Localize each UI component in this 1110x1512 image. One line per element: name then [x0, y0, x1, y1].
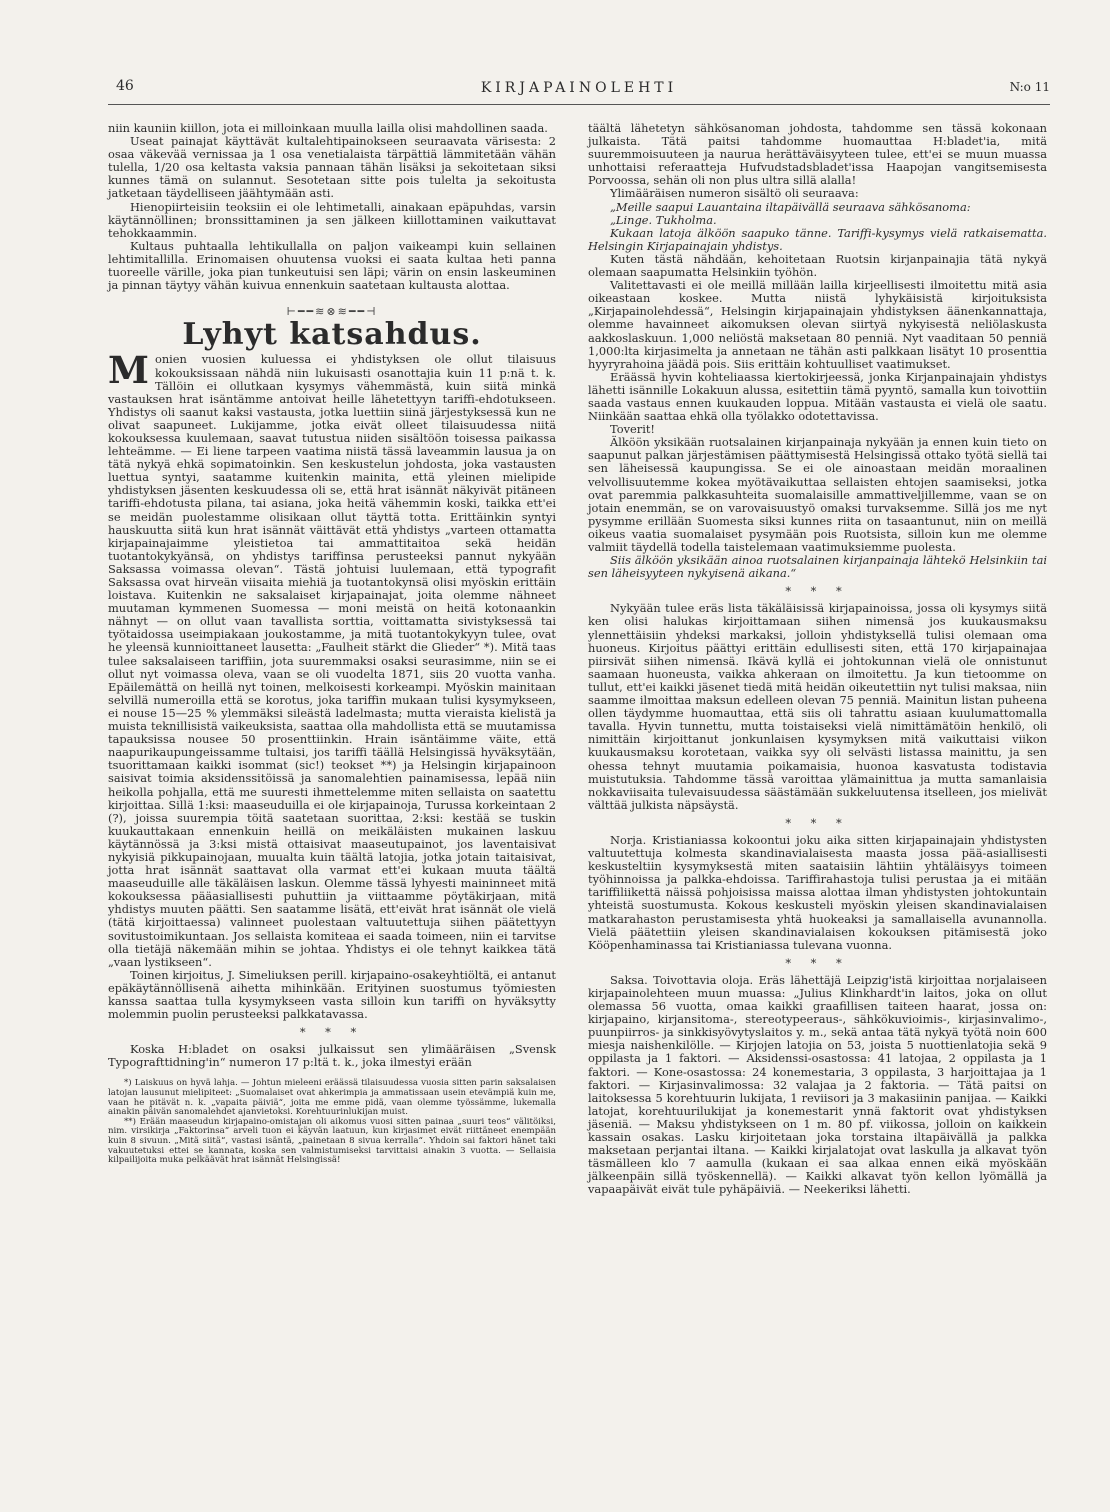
section-divider-stars: * * * [785, 584, 850, 599]
paragraph: niin kauniin kiillon, jota ei milloinkaan muulla lailla olisi mahdollinen saada. [108, 121, 548, 135]
drop-cap: M [108, 348, 149, 393]
paragraph: Kultaus puhtaalla lehtikullalla on paljon vaikeampi kuin sellainen lehtimitallilla. Erinomaisen ohuutensa vuoksi ei saata kultaa heti panna tuoreelle värille, joka pian tunkeutuisi sen läpi; värin on ensin laskeuminen ja pinnan täytyy vähän kuivua ennenkuin saatetaan kultausta alottaa. [108, 238, 556, 293]
paragraph: Hienopiirteisiin teoksiin ei ole lehtimetalli, ainakaan epäpuhdas, varsin käytännöllinen; bronssittaminen ja sen jälkeen kiillottaminen vaikuttavat tehokkaammin. [108, 199, 556, 240]
section-divider-stars: * * * [785, 815, 850, 830]
right-column [588, 122, 1047, 1197]
paragraph: Koska H:bladet on osaksi julkaissut sen ylimääräisen „Svensk Typografttidning'in“ numeron 17 p:ltä t. k., joka ilmestyi erään [108, 1042, 556, 1070]
section-divider-stars: * * * [785, 955, 850, 970]
paragraph: Ylimääräisen numeron sisältö oli seuraava: [610, 186, 859, 201]
paragraph: Toinen kirjoitus, J. Simeliuksen perill. kirjapaino-osakeyhtiöltä, ei antanut epäkäytännöllisenä aihetta mihinkään. Erityinen suostumus työmiesten kanssa saattaa tulla kysymykseen vasta silloin kun tariffi on hyväksytty molemmin puolin perusteeksi palkkatavassa. [108, 967, 556, 1022]
quoted-line: „Linge. Tukholma. [610, 212, 717, 227]
article-lead-paragraph [108, 348, 556, 969]
header-rule [108, 104, 1050, 105]
paragraph: Nykyään tulee eräs lista täkäläisissä kirjapainoissa, jossa oli kysymys siitä ken olisi halukas kirjoittamaan siihen nimensä jos kuukausmaksu ylennettäisiin yhdeksi markaksi, jolloin yhdistyksellä tulisi olemaan oma huoneus. Kirjoitus päättyi erittäin edullisesti siten, että 170 kirjapainajaa piirsivät siihen nimensä. Ikävä kyllä ei johtokunnan vielä ole onnistunut saamaan huoneusta, vaikka ahkeraan on ilmoitettu. Ja kun tietoomme on tullut, ett'ei kaikki jäsenet tiedä mitä heidän oikeutettiin nyt tulisi maksaa, niin saamme ilmoittaa maksun edelleen olevan 75 penniä. Mainitun listan puheena ollen täydymme huomauttaa, että siis oli tahrattu asiaan kuulumattomalla tavalla. Hyvin tunnettu, mutta toistaiseksi vielä nimittämätöin henkilö, oli nimittäin kirjoittanut jonkunlaisen kysymyksen mitä vaikuttaisi viikon kuukausmaksu korotetaan, vaikka syy oli selvästi listassa mainittu, ja sen ohessa tehnyt muutamia poikamaisia, huonoa kasvatusta todistavia muistutuksia. Tahdomme tässä varoittaa ylämainittua ja mutta samanlaisia nokkaviisaita tulevaisuudessa säästämään sukkeluutensa itselleen, jos mielivät välttää julkista näpsäystä. [588, 601, 1047, 812]
section-ornament: ⊢━━≋⊗≋━━⊣ [286, 305, 378, 319]
issue-number: N:o 11 [1009, 80, 1050, 94]
page-number: 46 [116, 78, 134, 94]
article-body-text: onien vuosien kuluessa ei yhdistyksen ole ollut tilaisuus kokouksissaan nähdä niin lukuisasti osanottajia kuin 11 p:nä t. k. Tällöin ei ollutkaan kysymys vähemmästä, kuin siitä minkä vastauksen hrat isäntämme antoivat heille lähetettyyn tariffi-ehdotukseen. Yhdistys oli saanut kaksi vastausta, jotka luettiin siinä järjestyksessä kun ne olivat saapuneet. Lukijamme, jotka eivät olleet tilaisuudessa niitä kokouksessa kuulemaan, saavat tutustua niiden sisältöön toisessa paikassa lehteämme. — Ei liene tarpeen vaatima niistä tässä laveammin lausua ja on tätä nykyä ehkä sopimatoinkin. Sen keskustelun johdosta, joka vastausten luettua syntyi, saatamme kuitenkin mainita, että yleinen mielipide yhdistyksen jäsenten keskuudessa oli se, että hrat isännät näkyivät pitäneen tariffi-ehdotusta pilana, tai asiana, joka heitä vähemmin koski, taikka ett'ei se meidän puolestamme olisikaan ollut täyttä totta. Erittäinkin syntyi hauskuutta siitä kun hrat isännät väittävät että yhdistys „varteen ottamatta kirjapainajaimme yleistietoa tai ammattitaitoa sekä heidän tuotantokykyänsä, on yhdistys tariffinsa perusteeksi pannut nykyään Saksassa voimassa olevan“. Tästä johtuisi luulemaan, että typografit Saksassa ovat hirveän viisaita miehiä ja tuotantokynsä olisi myöskin erittäin loistava. Kuitenkin ne saksalaiset kirjapainajat, joita olemme nähneet muutaman kymmenen Suomessa — moni meistä on heitä kotonaankin nähnyt — on ollut vaan tavallista sorttia, voittamatta sivistyksessä tai työtaidossa useimpiakaan joukostamme, ja mitä tuotantokykyyn tulee, ovat he yleensä kunnioittaneet lausetta: „Faulheit stärkt die Glieder“ *). Mitä taas tulee saksalaiseen tariffiin, jota suuremmaksi osaksi seurasimme, niin se ei ollut nyt voimassa oleva, vaan se oli vuodelta 1871, siis 20 vuotta vanha. Epäilemättä on heillä nyt toinen, melkoisesti korkeampi. Myöskin mainitaan selvillä numeroilla että se korotus, joka tariffin mukaan tulisi kysymykseen, ei nouse 15—25 % ylemmäksi sileästä ladelmasta; mutta vieraista kielistä ja muista teknillisistä vaikeuksista, saattaa olla mahdollista että se muutamissa tapauksissa nousee 50 prosenttiinkin. Hrain isäntäimme väite, että naapurikaupungeissamme tultaisi, jos tariffi täällä Helsingissä hyväksytään, tsuorittamaan kaikki isommat (sic!) teokset **) ja Helsingin kirjapainoon saisivat toimia aksidenssitöissä ja sanomalehtien painamisessa, lepää niin heikolla pohjalla, että me suuresti ihmettelemme miten sellaista on saatettu kirjoittaa. Sillä 1:ksi: maaseuduilla ei ole kirjapainoja, Turussa korkeintaan 2 (?), joissa suurempia töitä saatetaan suorittaa, 2:ksi: kestää se tuskin kuukauttakaan ennenkuin heillä on meikäläisten mukainen laskuu käytännössä ja 3:ksi mistä ottaisivat maaseutupainot, jos laventaisivat nykyisiä pikkupainojaan, muualta kuin täältä latojia, jotka jotain taitaisivat, jotta hrat isännät saattavat olla varmat ett'ei kukaan muuta täältä maaseuduille alle täkäläisen laskun. Olemme tässä lyhyesti maininneet mitä kokouksessa pääasiallisesti puhuttiin ja viittaamme pöytäkirjaan, mitä yhdistys muuten päätti. Sen saatamme lisätä, ett'eivät hrat isännät ole vielä (tätä kirjoittaessa) valinneet puolestaan valtuutettuja siihen päätettyyn sovitustoimikuntaan. Jos sellaista komiteaa ei saada toimeen, niin ei tarvitse olla tietäjä näkemään mihin se johtaa. Yhdistys ei ole tehnyt kaikkea tätä „vaan lystikseen“. [108, 352, 556, 969]
quoted-line: „Meille saapui Lauantaina iltapäivällä seuraava sähkösanoma: [610, 199, 971, 214]
left-column [108, 122, 556, 1166]
page-header [108, 78, 1050, 106]
paragraph: Älköön yksikään ruotsalainen kirjanpainaja nykyään ja ennen kuin tieto on saapunut palkan järjestämisen päättymisestä Helsingissä ottako työtä siellä tai sen läheisessä kaupungissa. Se ei ole ainoastaan meidän moraalinen velvollisuutemme kokea myötävaikuttaa sellaisten ehtojen saamiseksi, jotka ovat paremmia palkkasuhteita suomalaisille ammattiveljillemme, vaan se on jotain enemmän, se on varovaisuustyö omaksi turvaksemme. Sillä jos me nyt pysymme erillään Suomesta siksi kunnes riita on tasaantunut, niin on meillä oikeus vaatia suomalaiset pysymään pois Ruotsista, silloin kun me olemme valmiit täydellä todella taistelemaan vaatimuksiemme puolesta. [588, 435, 1047, 554]
paragraph: Valitettavasti ei ole meillä millään lailla kirjeellisesti ilmoitettu mitä asia oikeastaan koskee. Mutta niistä lyhykäisistä kirjoituksista „Kirjapainolehdessä“, Helsingin kirjapainajain yhdistyksen äänenkannattaja, olemme havainneet aikomuksen olevan siirtyä nykyisestä neliölaskusta aakkoslaskuun. 1,000 neliöstä maksetaan 80 penniä. Nyt vaaditaan 50 penniä 1,000:lta kirjasimelta ja annetaan ne tähän asti palkkaan lisätyt 10 prosenttia hyyryrahoina jäädä pois. Siis erittäin kohtuulliset vaatimukset. [588, 278, 1047, 371]
footnote: *) Laiskuus on hyvä lahja. — Johtun mieleeni eräässä tilaisuudessa vuosia sitten parin saksalaisen latojan lausunut mielipiteet: „Suomalaiset ovat ahkerimpia ja ammatissaan usein etevämpiä kuin me, vaan he pitävät n. k. „vapaita päiviä“, joita me emme pidä, vaan olemme työssämme, lukemalla ainakin päivän sanomalehdet ajanvietoksi. Korehtuurinlukijan muist. [108, 1078, 556, 1118]
salutation: Toverit! [610, 422, 655, 437]
paragraph: Kuten tästä nähdään, kehoitetaan Ruotsin kirjanpainajia tätä nykyä olemaan saapumatta Helsinkiin työhön. [588, 251, 1047, 280]
article-heading: Lyhyt katsahdus. [182, 317, 482, 353]
section-divider-stars: * * * [299, 1025, 365, 1040]
paragraph: Useat painajat käyttävät kultalehtipainokseen seuraavata värisesta: 2 osaa väkevää vernissaa ja 1 osa venetialaista tärpättiä lämmitetään vähän tulella, 1/20 osa keltasta vaksia pannaan tähän lisäksi ja sekoitetaan siksi kunnes tämä on sulannut. Sesotetaan sitte pois tulelta ja sekoitusta jatketaan täydelliseen jäähtymään asti. [108, 134, 556, 201]
paragraph-italic: Siis älköön yksikään ainoa ruotsalainen kirjanpainaja lähtekö Helsinkiin tai sen läheisyyteen nykyisenä aikana.“ [588, 553, 1047, 581]
paragraph: Norja. Kristianiassa kokoontui joku aika sitten kirjapainajain yhdistysten valtuutettuja kolmesta skandinavialaisesta maasta jossa pää-asiallisesti keskusteltiin kysymyksestä miten saataisiin lähtiin yhtäläisyys toimeen työhinnoissa ja palkka-ehdoissa. Tariffirahastoja tulisi perustaa ja ei mitään tariffiliikettä näissä pohjoisissa maissa alottaa ilman yhdistysten johtokuntain yhteistä suostumusta. Kokous keskusteli myöskin yleisen skandinavialaisen matkarahaston perustamisesta yhtä huokeaksi ja samallaisella avunannolla. Vielä päätettiin yleisen skandinavialaisen kokouksen pitämisestä joko Kööpenhaminassa tai Kristianiassa tulevana vuonna. [588, 832, 1047, 952]
paragraph: täältä lähetetyn sähkösanoman johdosta, tahdomme sen tässä kokonaan julkaista. Tätä paitsi tahdomme huomauttaa H:bladet'ia, mitä suuremmoisuuteen ja naurua herättäväisyyteen tulee, ett'ei se muun muassa unhottaisi referaatteja Hufvudstadsbladet'issa Haapojan vangitsemisesta Porvoossa, sehän oli non plus ultra sillä alalla! [588, 121, 1047, 188]
publication-title: KIRJAPAINOLEHTI [480, 80, 678, 96]
paragraph: Eräässä hyvin kohteliaassa kiertokirjeessä, jonka Kirjanpainajain yhdistys lähetti isännille Lokakuun alussa, esitettiin tämä pyyntö, samalla kun toivottiin saada vastaus ennen kuukauden loppua. Mitään vastausta ei vielä ole saatu. Niinkään saattaa ehkä olla työlakko odotettavissa. [588, 369, 1047, 424]
quoted-line: Kukaan latoja älköön saapuko tänne. Tariffi-kysymys vielä ratkaisematta. Helsingin Kirjapainajain yhdistys. [588, 225, 1047, 253]
footnote: **) Erään maaseudun kirjapaino-omistajan oli aikomus vuosi sitten painaa „suuri teos“ välitöiksi, nim. virsikirja „Faktorinsa“ arveli tuon ei käyvän laatuun, kun kirjasimet eivät riittäneet enempään kuin 8 sivuun. „Mitä siitä“, vastasi isäntä, „painetaan 8 sivua kerralla“. Yhdoin sai faktori hänet taki vakuutetuksi ettei se kannata, koska sen valmistumiseksi tarvittaisi ainakin 3 vuotta. — Sellaisia kilpailijoita muka pelkäävät hrat isännät Helsingissä! [108, 1116, 556, 1166]
footnotes [108, 1079, 556, 1165]
paragraph: Saksa. Toivottavia oloja. Eräs lähettäjä Leipzig'istä kirjoittaa norjalaiseen kirjapainolehteen muun muassa: „Julius Klinkhardt'in laitos, joka on ollut olemassa 56 vuotta, omaa kaikki graafillisen taiteen haarat, jossa on: kirjapaino, kirjansitoma-, stereotypeeraus-, sähkökuvioimis-, kirjasinvalimo-, puunpiirros- ja sinkkisyövytyslaitos y. m., sekä antaa tätä nykyä työtä noin 600 miesja naishenkilölle. — Kirjojen latojia on 53, joista 5 nuottienlatojia sekä 9 oppilasta ja 1 faktori. — Aksidenssi-osastossa: 41 latojaa, 2 oppilasta ja 1 faktori. — Kone-osastossa: 24 konemestaria, 3 oppilasta, 3 harjoittajaa ja 1 faktori. — Kirjasinvalimossa: 32 valajaa ja 2 faktoria. — Tätä paitsi on laitoksessa 5 korehtuurin lukijata, 1 reviisori ja 3 makasiinin panijaa. — Kaikki latojat, korehtuurilukijat ja konemestarit ynnä faktorit ovat yhdistyksen jäseniä. — Maksu yhdistykseen on 1 m. 80 pf. viikossa, jolloin on kaikkein kassain osakas. Lasku kirjoitetaan joka torstaina iltapäivällä ja palkka maksetaan perjantai iltana. — Kaikki kirjalatojat ovat laskulla ja alkavat työn täsmälleen klo 7 aamulla (kukaan ei saa alkaa ennen eikä myöskään jälkeenpäin sillä työskennellä). — Kaikki alkavat työn kellon lyömällä ja vapaapäivät eivät tule pyhäpäiviä. — Neekeriksi lähetti. [588, 972, 1047, 1197]
